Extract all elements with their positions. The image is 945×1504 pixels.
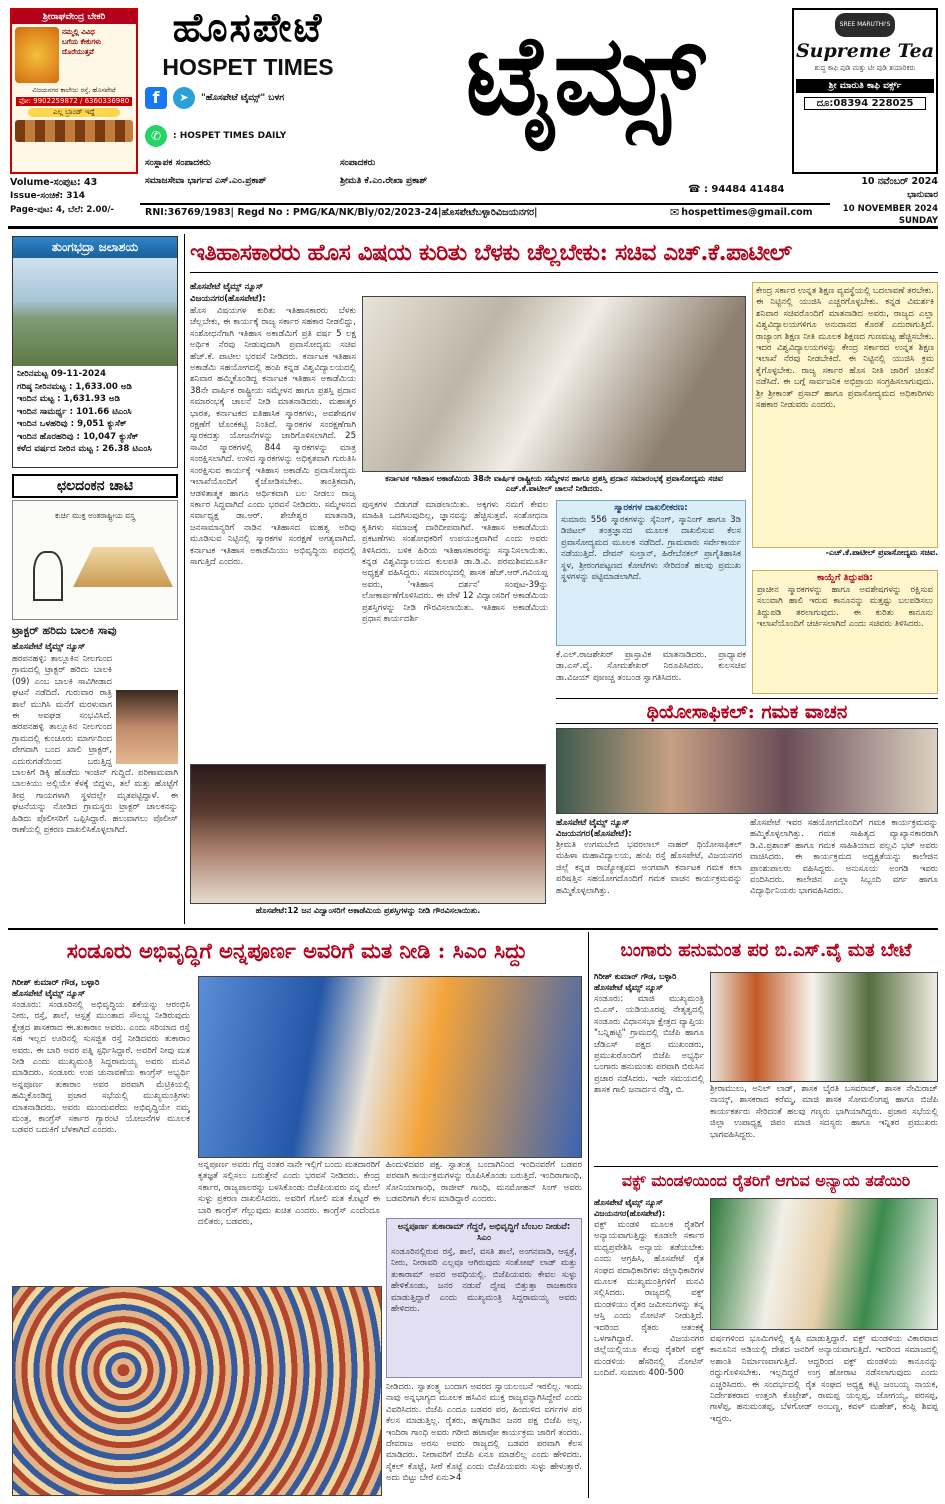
cartoon-title: ಛಲದಂಕನ ಚಾಟಿ	[12, 474, 178, 498]
minister-quote-box	[752, 282, 938, 548]
law-amend-text: ಪ್ರಾಚೀನ ಸ್ಮಾರಕಗಳನ್ನು ಹಾಗೂ ಅವಶೇಷಗಳನ್ನು ರಕ್ಷಿಸುವ ಸಲುವಾಗಿ ಹಾಲಿ ಇರುವ ಕಾನೂನನ್ನು ಮತ್ತಷ್ಟು ಬಲಪಡಿಸಲು ತಿದ್ದುಪಡಿ ತರಲಾಗುವುದು. ಈ ಕುರಿತು ಕಾನೂನು ಇಲಾಖೆಯೊಂದಿಗೆ ಚರ್ಚಿಸಲಾಗಿದೆ ಎಂದು ಸಚಿವರು ತಿಳಿಸಿದರು.	[757, 585, 933, 630]
minister-sign: -ಎಚ್.ಕೆ.ಪಾಟೀಲ್ ಪ್ರವಾಸೋದ್ಯಮ ಸಚಿವ.	[825, 548, 938, 557]
crowd-photo	[12, 1286, 382, 1496]
bakery-ad-phone: ಫೋ: 9902259872 / 6360336980	[16, 97, 132, 106]
theo-col1: ಶ್ರೀಮತಿ ಉಗಮಬೇಬಿ ಭವರಲಾಲ್ ನಾಹರ್ ಥಿಯೋಸಾಫಿಕಲ್ ಮಹಿಳಾ ಮಹಾವಿದ್ಯಾಲಯ, ಹಂಪಿ ರಸ್ತೆ ಹೊಸಪೇಟೆ, ವಿಜಯನಗರ ಜಿಲ್ಲೆ ಕನ್ನಡ ರಾಜ್ಯೋತ್ಸವದ ಅಂಗವಾಗಿ ಕರ್ನಾಟಕ ಗಮಕ ಕಲಾ ಪರಿಷತ್ತಿನ ಸಹಯೋಗದೊಂದಿಗೆ ಗಮಕ ವಾಚನ ಕಾರ್ಯಕ್ರಮವನ್ನು ಹಮ್ಮಿಕೊಳ್ಳಲಾಗಿತ್ತು.	[556, 840, 742, 896]
lead-photo2-caption: ಹೊಸಪೇಟೆ:12 ಜನ ವಿದ್ವಾಂಸರಿಗೆ ಅಕಾಡೆಮಿಯ ಪ್ರಶಸ್ತಿಗಳನ್ನು ನೀಡಿ ಗೌರವಿಸಲಾಯಿತು.	[255, 906, 481, 915]
dam-row: ಇಂದಿನ ಸಾಮರ್ಥ್ಯ : 101.66 ಟಿಎಂಸಿ	[17, 406, 132, 417]
lead-photo-lamp-lighting	[362, 296, 746, 472]
sandur-col1: ಸಂಡೂರು: ಸಂಡೂರಿನಲ್ಲಿ ಅಭಿವೃದ್ಧಿಯ ಶಕೆಯನ್ನು ಆರಂಭಿಸಿ ನೀರು, ರಸ್ತೆ, ಶಾಲೆ, ಆಸ್ಪತ್ರೆ ಮುಂತಾದ ಸೌಲಭ್ಯ ನೀಡಿರುವುದು ಕ್ಷೇತ್ರದ ಶಾಸಕರಾದ ಈ.ತುಕಾರಾಂ ಅವರು. ಎಂದು ಸರಿಯಾದ ರಸ್ತೆ ಸಹ ಇಲ್ಲದ ಊರಿನಲ್ಲಿ ಸುಸಜ್ಜಿತ ರಸ್ತೆ ನೀಡಿದವರು ತುಕಾರಾಂ ಅವರು. ಈ ಬಾರಿ ಅವರ ಪತ್ನಿ ಸ್ಪರ್ಧಿಸಿದ್ದಾರೆ. ಅವರಿಗೆ ನೀವು ಮತ ನೀಡಿ ಎಂದು ಮುಖ್ಯಮಂತ್ರಿ ಸಿದ್ದರಾಮಯ್ಯ ಅವರು ಮನವಿ ಮಾಡಿದರು. ಸಂಡೂರು ಉಪ ಚುನಾವಣೆಯ ಕಾಂಗ್ರೆಸ್ ಅಭ್ಯರ್ಥಿ ಅನ್ನಪೂರ್ಣ ತುಕಾರಾಂ ಅವರ ಪರವಾಗಿ ಮೆಟ್ರಿಕಿಯಲ್ಲಿ ಹಮ್ಮಿಕೊಂಡಿದ್ದ ಪ್ರಚಾರ ಸಭೆಯಲ್ಲಿ ಮುಖ್ಯಮಂತ್ರಿಗಳು ಮಾತನಾಡಿದರು. ಅವರು ಮುಂದುವರೆದು ಅಭಿವೃದ್ಧಿಯೇ ನಮ್ಮ ಮಂತ್ರ, ಕಾಂಗ್ರೆಸ್ ಸರ್ಕಾರ ಗ್ಯಾರಂಟಿ ಯೋಜನೆಗಳ ಮೂಲಕ ಬಡವರ ಬದುಕಿಗೆ ಬೆಳಕಾಗಿದೆ ಎಂದರು.	[12, 1000, 190, 1136]
theo-headline: ಥಿಯೋಸಾಫಿಕಲ್: ಗಮಕ ವಾಚನ	[556, 698, 938, 724]
sandur-box-title: ಅನ್ನಪೂರ್ಣ ತುಕಾರಾಮ್ ಗೆದ್ದರೆ, ಅಭಿವೃದ್ಧಿಗೆ ಬೆಂಬಲ ನೀಡುವೆ: ಸಿಎಂ	[397, 1222, 571, 1243]
theo-col2: ಹೊಸಪೇಟೆ ಇವರ ಸಹಯೋಗದೊಂದಿಗೆ ಗಮಕ ಕಾರ್ಯಕ್ರಮವನ್ನು ಹಮ್ಮಿಕೊಳ್ಳಲಾಗಿತ್ತು. ಗಮಕ ಸಾಹಿತ್ಯದ ವ್ಯಾಖ್ಯಾನಕಾರರಾಗಿ ಡಿ.ವಿ.ಪ್ರಶಾಂತ್ ಹಾಗೂ ಗಮಕ ಸಾಹಿತಿಯಾದ ಪಲ್ಲವಿ ಭಟ್ ಅವರು ವಾಚಿಸಿದರು. ಈ ಕಾರ್ಯಕ್ರಮದ ಅಧ್ಯಕ್ಷತೆಯನ್ನು ಕಾಲೇಜಿನ ಪ್ರಾಂಶುಪಾಲರು ವಹಿಸಿದ್ದರು. ಅನುಸೂಯ ಅಂಗಡಿ ಇವರು ವಂದಿಸಿದರು. ಕಾಲೇಜಿನ ಎಲ್ಲಾ ಸಿಬ್ಬಂದಿ ವರ್ಗ ಹಾಗೂ ವಿದ್ಯಾರ್ಥಿನಿಯರು ಭಾಗವಹಿಸಿದರು.	[750, 818, 938, 897]
cartoon-bubble: ಕುರ್ಚಿ ಮುಕ್ತ ಅಂತರಾಷ್ಟ್ರೀಯ ವಸ್ತ್ರ	[55, 511, 135, 520]
founder-label: ಸಂಸ್ಥಾಪಕ ಸಂಪಾದಕರು	[145, 158, 211, 168]
bangaru-headline: ಬಂಗಾರು ಹನುಮಂತ ಪರ ಬಿ.ಎಸ್.ವೈ ಮತ ಬೇಟೆ	[620, 940, 912, 961]
telegram-icon[interactable]: ➤	[173, 87, 195, 109]
bakery-ad-line: ಬಗೆಯ ಕೇಕುಗಳು	[62, 38, 102, 46]
law-amend-title: ಕಾಯ್ದೆಗೆ ತಿದ್ದುಪಡಿ:	[817, 573, 873, 583]
tea-brand: SREE MARUTHI'S	[835, 13, 895, 37]
bangaru-byline1: ಗಿರೀಶ್ ಕುಮಾರ್ ಗೌಡ, ಬಳ್ಳಾರಿ	[594, 972, 677, 981]
awards-photo	[190, 764, 546, 904]
sandur-headline: ಸಂಡೂರು ಅಭಿವೃದ್ಧಿಗೆ ಅನ್ನಪೂರ್ಣ ಅವರಿಗೆ ಮತ ನೀಡಿ : ಸಿಎಂ ಸಿದ್ದು	[66, 938, 528, 963]
lead-col1: ಹೊಸ ವಿಷಯಗಳ ಕುರಿತು ಇತಿಹಾಸಕಾರರು ಬೆಳಕು ಚೆಲ್ಲಬೇಕು, ಈ ಕಾರ್ಯಕ್ಕೆ ರಾಜ್ಯ ಸರ್ಕಾರ ಸಹಕಾರ ನೀಡಲಿದ್ದು, ಸಂಶೋಧನೆಗಾಗಿ ಇತಿಹಾಸ ಅಕಾಡೆಮಿಗೆ ಪ್ರತಿ ವರ್ಷ 5 ಲಕ್ಷ ಅರ್ಥಿಕ ನೆರವು ನೀಡುವುದಾಗಿ ಪ್ರವಾಸೋದ್ಯಮ ಸಚಿವ ಹೆಚ್.ಕೆ. ಪಾಟೀಲ ಭರವಸೆ ನೀಡಿದರು. ಕರ್ನಾಟಕ ಇತಿಹಾಸ ಅಕಾಡೆಮಿ ಸಹಯೋಗದಲ್ಲಿ ಹಂಪಿ ಕನ್ನಡ ವಿಶ್ವವಿದ್ಯಾಲಯದಲ್ಲಿ ಶನಿವಾರ ಹಮ್ಮಿಕೊಂಡಿದ್ದ ಕರ್ನಾಟಕ ಇತಿಹಾಸ ಅಕಾಡೆಮಿಯ 38ನೇ ವಾರ್ಷಿಕ ರಾಷ್ಟ್ರೀಯ ಸಮ್ಮೇಳನ ಹಾಗೂ ಪ್ರಶಸ್ತಿ ಪ್ರದಾನ ಸಮಾರಂಭಕ್ಕೆ ಚಾಲನೆ ನೀಡಿ ಮಾತನಾಡಿದರು. ಮಹಾತ್ಮರ ಭಾರತ, ಕರ್ನಾಟಕದ ಐತಿಹಾಸಿಕ ಸ್ಮಾರಕಗಳು, ಅವಶೇಷಗಳ ರಕ್ಷಣೆಗೆ ಟೊಂಕಕಟ್ಟಿ ನಿಂತಿದೆ. ಸ್ಮಾರಕಗಳ ಸಂರಕ್ಷಣೆಗಾಗಿ ಸ್ಮಾರಕದತ್ತು ಯೋಜನೆಗಳನ್ನು ಜಾರಿಗೊಳಿಸಲಾಗಿದೆ. 25 ಸಾವಿರ ಸ್ಮಾರಕಗಳಲ್ಲಿ 844 ಸ್ಮಾರಕಗಳನ್ನು ಮಾತ್ರ ಸಂರಕ್ಷಿಸಲಾಗಿದೆ. ಉಳಿದ ಸ್ಮಾರಕಗಳನ್ನು ಅಧಿಕೃತವಾಗಿ ಗುರುತಿಸಿ ಸಂರಕ್ಷಿಸುವ ಕಾರ್ಯಕ್ಕೆ ಇತಿಹಾಸ ಅಕಾಡೆಮಿ ಪ್ರವಾಸೋದ್ಯಮ ಇಲಾಖೆಯೊಂದಿಗೆ ಕೈಜೋಡಿಸಬೇಕು. ತಾಂತ್ರಿಕವಾಗಿ, ಆಡಳಿತಾತ್ಮಕ ಹಾಗೂ ಆರ್ಥಿಕವಾಗಿ ಬಲ ನೀಡಲು ರಾಜ್ಯ ಸರ್ಕಾರ ಸಿದ್ಧವಾಗಿದೆ ಎಂದು ಭರವಸೆ ನೀಡಿದರು. ಸಮ್ಮೇಳನದ ಸರ್ವಾಧ್ಯಕ್ಷ ಡಾ.ಆರ್. ಶೇಜೇಶ್ವರ ಮಾತನಾಡಿ, ಜನಸಾಮಾನ್ಯರಿಗೆ ನಾಡಿನ ಇತಿಹಾಸದ ಮಹತ್ವ ಅರಿವು ಮೂಡಿಸುವ ನಿಟ್ಟಿನಲ್ಲಿ ಸ್ಮಾರಕಗಳ ಸಂರಕ್ಷಣೆ ಅಗತ್ಯವಾಗಿದೆ. ಕರ್ನಾಟಕ ಇತಿಹಾಸ ಅಕಾಡೆಮಿಯು ಅಭಿವೃದ್ಧಿಯ ಪಥದಲ್ಲಿ ಸಾಗುತ್ತಿದೆ ಎಂದರು.	[190, 306, 356, 567]
deity-image	[15, 27, 59, 83]
minister-quote: ಕೇಂದ್ರ ಸರ್ಕಾರ ಉನ್ನತ ಶಿಕ್ಷಣ ವ್ಯವಸ್ಥೆಯಲ್ಲಿ ಬದಲಾವಣೆ ತರಬೇಕು. ಈ ನಿಟ್ಟಿನಲ್ಲಿ ಯುಜಿಸಿ ಎಚ್ಚರಗೊಳ್ಳಬೇಕು. ಕನ್ನಡ ವಿಮರ್ಶಕಿ ಶನಿವಾರ ಸಚಿವರೊಂದಿಗೆ ಮಾತನಾಡಿದ ಅವರು, ರಾಜ್ಯದ ಎಲ್ಲಾ ವಿಶ್ವವಿದ್ಯಾಲಯಗಳಿಗೂ ಅನುದಾನದ ಕೊರತೆ ಎದುರಾಗುತ್ತಿದೆ. ರಾಜ್ಯಾಂಗ ಶಿಕ್ಷಣ ನೀತಿ ಮೂಲಕ ಶಿಕ್ಷಣದ ಗುಣಮಟ್ಟ ಹೆಚ್ಚಿಸಬೇಕು. ಇದರ ವಿಶ್ವವಿದ್ಯಾಲಯಗಳನ್ನು ಕೇಂದ್ರ ಸರ್ಕಾರದ ಉನ್ನತ ಶಿಕ್ಷಣ ಇಲಾಖೆ ನೆರವು ನೀಡಬೇಕಿದೆ. ಈ ನಿಟ್ಟಿನಲ್ಲಿ ಯುಜಿಸಿ ಕ್ರಮ ಕೈಗೊಳ್ಳಬೇಕು. ರಾಜ್ಯ ಸರ್ಕಾರ ಹೊಸ ನೀತಿ ಜಾರಿಗೆ ಚಿಂತನೆ ನಡೆಸಿದೆ. ಈ ಬಗ್ಗೆ ಸಾರ್ವಜನಿಕ ಅಭಿಪ್ರಾಯ ಸಂಗ್ರಹಿಸಲಾಗುವುದು. ಶ್ರೀ ಶ್ರೀಕಾಂತ್ ಪ್ರಸಾದ್ ಹಾಗೂ ಪ್ರವಾಸೋದ್ಯಮದ ಅಧಿಕಾರಿಗಳು ಸಹಕಾರ ನೀಡುವರು ಎಂದರು.	[756, 286, 934, 411]
social-row	[145, 86, 385, 110]
day-english: SUNDAY	[898, 216, 938, 226]
waqf-byline: ಹೊಸಪೇಟೆ ಟೈಮ್ಸ್ ನ್ಯೂಸ್	[594, 1198, 663, 1207]
bakery-ad	[10, 8, 138, 174]
date-kannada: 10 ನವೆಂಬರ್ 2024	[861, 176, 938, 187]
waqf-col1: ವಕ್ಫ್ ಮಂಡಳಿ ಮೂಲಕ ರೈತರಿಗೆ ಅನ್ಯಾಯವಾಗುತ್ತಿದ್ದು ಕೂಡಲೇ ಸರ್ಕಾರ ಮಧ್ಯಪ್ರವೇಶಿಸಿ ಅನ್ಯಾಯ ತಡೆಯಬೇಕು ಎಂದು ಆಗ್ರಹಿಸಿ, ಹೊಸಪೇಟೆ ರೈತ ಸಂಘದ ಪದಾಧಿಕಾರಿಗಳು ಜಿಲ್ಲಾಧಿಕಾರಿಗಳ ಮೂಲಕ ಮುಖ್ಯಮಂತ್ರಿಗಳಿಗೆ ಮನವಿ ಸಲ್ಲಿಸಿದರು. ರಾಜ್ಯದಲ್ಲಿ ವಕ್ಫ್ ಮಂಡಳಿಯು ರೈತರ ಜಮೀನುಗಳನ್ನು ತನ್ನ ಆಸ್ತಿ ಎಂದು ನೋಟಿಸ್ ನೀಡುತ್ತಿದೆ. ಇದರಿಂದ ರೈತರು ಆತಂಕಕ್ಕೆ ಒಳಗಾಗಿದ್ದಾರೆ. ವಿಜಯನಗರ ಜಿಲ್ಲೆಯಲ್ಲಿಯೂ ಕೆಲವು ರೈತರಿಗೆ ವಕ್ಫ್ ಮಂಡಳಿಯ ಹೆಸರಿನಲ್ಲಿ ನೋಟಿಸ್ ಬಂದಿವೆ. ಸುಮಾರು 400-500	[594, 1220, 704, 1379]
bangaru-body2: ಶ್ರೀರಾಮುಲು, ಅನಿಲ್ ಲಾಡ್, ಶಾಸಕ ಬೈರತಿ ಬಸವರಾಜ್, ಶಾಸಕ ನೇಮಿರಾಜ್ ನಾಯ್ಕ್, ಶಾಸಕರಾದ ಕರೆಮ್ಮ, ಮಾಜಿ ಶಾಸಕ ಸೋಮಲಿಂಗಪ್ಪ ಹಾಗೂ ಬಿಜೆಪಿ ಕಾರ್ಯಕರ್ತರು ಸೇರಿದಂತೆ ಹಲವು ಗಣ್ಯರು ಭಾಗಿಯಾಗಿದ್ದರು. ಪ್ರಚಾರ ಸಭೆಯಲ್ಲಿ ಜಿಲ್ಲಾ ಉಪಾಧ್ಯಕ್ಷ ಜಿಪಂ ಮಾಜಿ ಸದಸ್ಯರು ಹಾಗೂ ಇನ್ನಿತರ ಪ್ರಮುಖರು ಭಾಗವಹಿಸಿದ್ದರು.	[710, 1084, 938, 1140]
day-kannada: ಭಾನುವಾರ	[907, 190, 938, 200]
bsy-photo	[710, 972, 938, 1082]
bakery-ad-tag: ಎಲ್ಲ ಬ್ರಾಂಡ್ ಇದ್ದೆ	[28, 108, 120, 117]
tractor-body	[12, 654, 178, 924]
dam-box	[12, 236, 178, 468]
waqf-col2: ವರ್ಷಗಳಿಂದ ಭೂಮಿಗಳಲ್ಲಿ ಕೃಷಿ ಮಾಡುತ್ತಿದ್ದಾರೆ. ವಕ್ಫ್ ಮಂಡಳಿಯ ವಿಕಾರವಾದ ಕಾನೂನಿನ ಅಡಿಯಲ್ಲಿ ದೇಶದ ಜನರಿಗೆ ಅನ್ಯಾಯವಾಗುತ್ತಿದೆ. ಇದರಿಂದ ಸಮಾಜದಲ್ಲಿ ಅಶಾಂತಿ ನಿರ್ಮಾಣವಾಗುತ್ತಿದೆ. ಆದ್ದರಿಂದ ವಕ್ಫ್ ಮಂಡಳಿಯ ಕಾನೂನನ್ನು ರದ್ದುಗೊಳಿಸಬೇಕು. ಇಲ್ಲದಿದ್ದರೆ ಉಗ್ರ ಹೋರಾಟ ನಡೆಸಲಾಗುವುದು ಎಂದು ಎಚ್ಚರಿಸಿದರು. ಈ ಸಂದರ್ಭದಲ್ಲಿ ರೈತ ಸಂಘದ ಅಧ್ಯಕ್ಷ ಕಟ್ಟಿ ಜಂಬಯ್ಯ ನಾಯಕ, ನಿರ್ದೇಶಕರಾದ ಉತ್ತಂಗಿ ಕೊಟ್ರೇಶ್, ರಾಮಪ್ಪ ಯಲ್ಲಪ್ಪ, ಜೋಗಯ್ಯ, ಪರಸಪ್ಪ, ಗಾಳೆಪ್ಪ, ಹನುಮಂತಪ್ಪ, ಬೆಳಗೋಡ್ ಅಂಬಣ್ಣ, ಕವಳ್ ಮಹೇಶ್, ಕಂಪ್ಲಿ ಶಿವಪ್ಪ ಇದ್ದರು.	[710, 1334, 938, 1424]
sandur-box	[386, 1218, 582, 1378]
monument-box-title: ಸ್ಮಾರಕಗಳ ದಾಖಲೀಕರಣ:	[614, 503, 688, 513]
whatsapp-handle: : HOSPET TIMES DAILY	[173, 131, 287, 141]
registration-line: RNI:36769/1983| Regd No : PMG/KA/NK/Bly/02/2023-24|ಹೊಸಪೇಟೆಬಳ್ಳಾರಿವಿಜಯನಗರ|	[145, 207, 538, 218]
waqf-photo	[710, 1198, 938, 1330]
tea-phone: ದೂ:08394 228025	[804, 97, 926, 110]
sandur-col4: ನೀಡಿದರು. ಸ್ವಾತಂತ್ರ್ಯ ಬಂದಾಗ ಅವರದ ಸ್ವಾಯಲಂಬನೆ ಇರಲಿಲ್ಲ. ಇಂದು ನಾವು ಅನ್ನಭಾಗ್ಯದ ಮೂಲಕ ಹಸಿವಿನ ಮುಕ್ತ ರಾಜ್ಯವನ್ನಾಗಿಸಿದ್ದೇವೆ ಎಂದು ವಿವರಿಸಿದರು. ಬಿಜೆಪಿ ಎಂದೂ ಬಡವರ ಪರ, ಹಿಂದುಳಿದ ವರ್ಗಗಳ ಪರ ಕೆಲಸ ಮಾಡುತ್ತಿಲ್ಲ. ರೈತರು, ಹಳ್ಳಿಗಾಡಿನ ಜನರ ಪಕ್ಷ ಬಿಜೆಪಿ ಅಲ್ಲ. ಇಂದಿರಾ ಗಾಂಧಿ ಅವರು ಗರೀಬಿ ಹಟಾವೋ ಕಾರ್ಯಕ್ರಮ ಜಾರಿಗೆ ತಂದರು. ದೇವರಾಜ ಅರಸು ಅವರು ರಾಜ್ಯದಲ್ಲಿ ಬಡವರ ಪರವಾಗಿ ಕೆಲಸ ಮಾಡಿದರು. ನೀರಾವರಿಗೆ ಬಿಜೆಪಿ ಏನೂ ಮಾಡಲಿಲ್ಲ ಎಂದು ಹೇಳಿದರು. ಸೈಕಲ್ ಕೊಟ್ಟೆ, ಸೀರೆ ಕೊಟ್ಟೆ ಎಂದು ಬಿಜೆಪಿಯವರು ಸುಳ್ಳು ಹೇಳುತ್ತಾರೆ. ಅದು ಬಿಟ್ಟು ಬೇರೆ ಏನು>4	[386, 1382, 582, 1484]
waqf-dateline: ವಿಜಯನಗರ(ಹೊಸಪೇಟೆ):	[594, 1209, 666, 1218]
issue: Issue-ಸಂಚಿಕೆ: 314	[10, 191, 86, 201]
dam-row: ಇಂದಿನ ಒಳಹರಿವು : 9,051 ಕ್ಯುಸೆಕ್	[17, 419, 127, 429]
lead-dateline: ವಿಜಯನಗರ(ಹೊಸಪೇಟೆ):	[190, 294, 266, 304]
date-english: 10 NOVEMBER 2024	[842, 204, 938, 214]
dam-row: ಇಂದಿನ ಹೊರಹರಿವು : 10,047 ಕ್ಯುಸೆಕ್	[17, 431, 139, 442]
whatsapp-icon[interactable]: ✆	[145, 125, 167, 147]
sandur-col2: ಅನ್ನಪೂರ್ಣ ಅವರು ಗೆದ್ದ ನಂತರ ನಾನೇ ಇಲ್ಲಿಗೆ ಬಂದು ಮತದಾರರಿಗೆ ಕೃತಜ್ಞತೆ ಸಲ್ಲಿಸಲು ಬರುತ್ತೇನೆ ಎಂದು ಭರವಸೆ ನೀಡಿದರು. ಕೇಂದ್ರ ಸರ್ಕಾರ, ರಾಜ್ಯಪಾಲರನ್ನು ಬಳಸಿಕೊಂಡು ಬಿಜೆಪಿಯವರು ನನ್ನ ಮೇಲೆ ಸುಳ್ಳು ಪ್ರಕರಣ ದಾಖಲಿಸಿದರು. ಅವರಿಗೆ ಗೋಲಿ ಮತ ಕೊಟ್ಟರೆ ಈ ಬಾರಿ ಕಾಂಗ್ರೆಸ್ ಗೆಲ್ಲುವುದು ಖಚಿತ ಎಂದರು. ಕಾಂಗ್ರೆಸ್ ಎಂದೆಂದೂ ದಲಿತರು, ಬಡವರು,	[198, 1160, 380, 1228]
dam-photo	[13, 258, 177, 366]
dam-title: ತುಂಗಭದ್ರಾ ಜಲಾಶಯ	[13, 237, 177, 258]
girl-photo	[116, 690, 178, 764]
sandur-col3: ಹಿಂದುಳಿದವರ ಪಕ್ಷ. ಸ್ವಾತಂತ್ರ್ಯ ಬಂದಾಗಿನಿಂದ ಇಂದಿನವರೆಗೆ ಬಡವರ ಪರವಾಗಿ ಕಾರ್ಯಕ್ರಮಗಳನ್ನು ರೂಪಿಸಿಕೊಂಡು ಬರುತ್ತಿದೆ. ಇಂದಿರಾಗಾಂಧಿ, ಸೋನಿಯಾಗಾಂಧಿ, ರಾಜೀವ್ ಗಾಂಧಿ, ಮನಮೋಹನ್ ಸಿಂಗ್ ಅವರು ಬಡವರಿಗಾಗಿ ಕೆಲಸ ಮಾಡಿದ್ದಾರೆ ಎಂದರು.	[386, 1160, 582, 1205]
sandur-byline2: ಹೊಸಪೇಟೆ ಟೈಮ್ಸ್ ನ್ಯೂಸ್	[12, 989, 86, 999]
email-row	[670, 206, 830, 219]
tea-name: Supreme Tea	[795, 40, 935, 62]
monument-box	[556, 500, 746, 646]
cm-rally-photo	[198, 976, 582, 1158]
cartoon	[12, 500, 178, 620]
bakery-ad-line: ನಮ್ಮಲ್ಲಿ ವಿವಿಧ	[62, 28, 95, 36]
facebook-icon[interactable]: f	[145, 87, 167, 109]
editor-name: ಶ್ರೀಮತಿ ಕೆ.ಎಂ.ರೇಖಾ ಪ್ರಕಾಶ್	[340, 176, 428, 186]
sandur-byline1: ಗಿರೀಶ್ ಕುಮಾರ್ ಗೌಡ, ಬಳ್ಳಾರಿ	[12, 978, 100, 988]
sandur-box-text: ಸಂಡೂರಿನಲ್ಲಿರುವ ರಸ್ತೆ, ಶಾಲೆ, ವಸತಿ ಶಾಲೆ, ಅಂಗನವಾಡಿ, ಆಸ್ಪತ್ರೆ, ನೀರು, ನೀರಾವರಿ ಎಲ್ಲವೂ ಆಗಿರುವುದು ಸಂತೋಷ್ ಲಾಡ್ ಮತ್ತು ತುಕಾರಾಮ್ ಅವರ ಅವಧಿಯಲ್ಲಿ. ಬಿಜೆಪಿಯವರು ಕೇವಲ ಸುಳ್ಳು ಹೇಳಿಕೊಂಡು, ಜನರ ನಡುವೆ ದ್ವೇಷ ಬಿತ್ತುತ್ತಾ ರಾಜಕಾರಣ ಮಾಡುತ್ತಿದ್ದಾರೆ ಎಂದು ಮುಖ್ಯಮಂತ್ರಿ ಸಿದ್ದರಾಮಯ್ಯ ಅವರು ಹೇಳಿದರು.	[391, 1247, 577, 1315]
dam-row: ಇಂದಿನ ಮಟ್ಟ : 1,631.93 ಅಡಿ	[17, 394, 121, 404]
dam-row: ನೀರಿನಮಟ್ಟ 09-11-2024	[17, 369, 106, 379]
lead-photo1-caption: ಕರ್ನಾಟಕ ಇತಿಹಾಸ ಅಕಾಡೆಮಿಯ 38ನೇ ವಾರ್ಷಿಕ ರಾಷ್ಟ್ರೀಯ ಸಮ್ಮೇಳನ ಹಾಗೂ ಪ್ರಶಸ್ತಿ ಪ್ರದಾನ ಸಮಾರಂಭಕ್ಕೆ ಪ್ರವಾಸೋದ್ಯಮ ಸಚಿವ ಎಚ್.ಕೆ.ಪಾಟೀಲ್ ಚಾಲನೆ ನೀಡಿದರು.	[385, 474, 723, 493]
bakery-ad-title: ಶ್ರೀರಾಘವೇಂದ್ರ ಬೇಕರಿ	[12, 10, 136, 24]
mail-icon: ✉	[670, 206, 680, 219]
editor-label: ಸಂಪಾದಕರು	[340, 158, 376, 168]
theo-dateline: ವಿಜಯನಗರ(ಹೊಸಪೇಟೆ):	[556, 829, 632, 839]
email[interactable]: hospettimes@gmail.com	[681, 207, 813, 218]
dam-row: ಕಳೆದ ವರ್ಷದ ನೀರಿನ ಮಟ್ಟ : 26.38 ಟಿಎಂಸಿ	[17, 444, 152, 454]
waqf-headline: ವಕ್ಫ್ ಮಂಡಳಿಯಿಂದ ರೈತರಿಗೆ ಆಗುವ ಅನ್ಯಾಯ ತಡೆಯಿರಿ	[594, 1166, 938, 1194]
dam-row: ಗರಿಷ್ಠ ನೀರಿನಮಟ್ಟ : 1,633.00 ಅಡಿ	[17, 381, 132, 392]
lead-col3b: ಕೆ.ಎಲ್.ರಾಜಶೇಖರ್ ಪ್ರಾಸ್ತಾವಿಕ ಮಾತನಾಡಿದರು. ಪ್ರಾಧ್ಯಾಪಕ ಡಾ.ಎಸ್.ವೈ. ಸೋಮಶೇಖರ್ ನಿರೂಪಿಸಿದರು. ಕುಲಸಚಿವ ಡಾ.ವಿಜಯ್ ಪೂಣಚ್ಚ ತಂಬಂಡ ಸ್ವಾಗತಿಸಿದರು.	[556, 650, 746, 683]
tractor-byline: ಹೊಸಪೇಟೆ ಟೈಮ್ಸ್ ನ್ಯೂಸ್	[12, 642, 86, 652]
monument-box-text: ಸುಮಾರು 556 ಸ್ಮಾರಕಗಳನ್ನು ಸ್ಕೆನಿಂಗ್, ಸ್ಕಾನಿಂಗ್ ಹಾಗೂ 3ಡಿ ಡಿಜಿಟಲ್ ತಂತ್ರಜ್ಞಾನದ ಮೂಲಕ ದಾಖಲಿಸುವ ಕೆಲಸ ಪ್ರವಾಸೋದ್ಯಮದ ಮೂಲಕ ನಡೆದಿದೆ. ಗ್ರಾಮವಾರು ಸರ್ವೇಕಾರ್ಯ ನಡೆಯುತ್ತಿದೆ. ದೇವನ್ ಸುಲ್ತಾನ್, ಹಿರೇಬೆನಕಲ್ ಪ್ರಾಗೈತಿಹಾಸಿಕ ಸ್ಥಳ, ಶ್ರೀರಂಗಪಟ್ಟಣದ ಕೋಟೆಗಳು ಸೇರಿದಂತೆ ಹಲವು ಪ್ರಮುಖ ಸ್ಥಳಗಳನ್ನು ಪಟ್ಟಿಮಾಡಲಾಗಿದೆ.	[561, 515, 741, 583]
bakery-ad-line: ದೊರೆಯುತ್ತವೆ	[62, 48, 94, 56]
lead-byline: ಹೊಸಪೇಟೆ ಟೈಮ್ಸ್ ನ್ಯೂಸ್	[190, 282, 264, 292]
tractor-text: ಹರಪನಹಳ್ಳಿ: ತಾಲ್ಲೂಕಿನ ನೀಲಗುಂದ ಗ್ರಾಮದಲ್ಲಿ ಟ್ರಾಕ್ಟರ್ ಹರಿದು ಬಾಲಕಿ (09) ಎಂಬ ಬಾಲಕಿ ಸಾವಿಗೀಡಾದ ಘಟನೆ ನಡೆದಿದೆ. ಗುರುವಾರ ರಾತ್ರಿ ಶಾಲೆ ಮುಗಿಸಿ ಮನೆಗೆ ಮರಳುವಾಗ ಈ ಅವಘಡ ಸಂಭವಿಸಿದೆ. ಹರಪನಹಳ್ಳಿ ತಾಲ್ಲೂಕಿನ ನೀಲಗುಂದ ಗ್ರಾಮದಲ್ಲಿ ಕುಂಚೂರು ಮಾರ್ಗದಿಂದ ವೇಗವಾಗಿ ಬಂದ ಖಾಲಿ ಟ್ರಾಕ್ಟರ್, ಎದುರುಗಡೆಯಿಂದ ಬರುತ್ತಿದ್ದ ಬಾಲಕಿಗೆ ಡಿಕ್ಕಿ ಹೊಡೆದು ಇಂಜಿನ್ ಗುದ್ದಿದೆ. ಪರಿಣಾಮವಾಗಿ ಬಾಲಕಿಯು ಅಲ್ಲಿಯೇ ಕೆಳಕ್ಕೆ ಬಿದ್ದಳು, ತಲೆ ಮತ್ತು ಹೊಟ್ಟೆಗೆ ತೀವ್ರ ಗಾಯಗಳಾಗಿ ಸ್ಥಳದಲ್ಲೇ ಮೃತಪಟ್ಟಿದ್ದಾಳೆ. ಈ ಘಟನೆಯನ್ನು ನೋಡಿದ ಗ್ರಾಮಸ್ಥರು ಟ್ರಾಕ್ಟರ್ ಚಾಲಕನನ್ನು ಹಿಡಿದು ಪೊಲೀಸರಿಗೆ ಒಪ್ಪಿಸಿದ್ದಾರೆ. ಹಲುವಾಗಲು ಪೊಲೀಸ್ ಠಾಣೆಯಲ್ಲಿ ಪ್ರಕರಣ ದಾಖಲಿಸಿಕೊಳ್ಳಲಾಗಿದೆ.	[12, 654, 178, 836]
tractor-headline: ಟ್ರಾಕ್ಟರ್ ಹರಿದು ಬಾಲಕಿ ಸಾವು	[12, 624, 117, 637]
bangaru-byline2: ಹೊಸಪೇಟೆ ಟೈಮ್ಸ್ ನ್ಯೂಸ್	[594, 983, 663, 992]
bangaru-body: ಸಂಡೂರು: ಮಾಜಿ ಮುಖ್ಯಮಂತ್ರಿ ಬಿ.ಎಸ್. ಯಡಿಯೂರಪ್ಪ ನೇತೃತ್ವದಲ್ಲಿ ಸಂಡೂರು ವಿಧಾನಸಭಾ ಕ್ಷೇತ್ರದ ವ್ಯಾಪ್ತಿಯ "ಬನ್ನಿಹಟ್ಟಿ" ಗ್ರಾಮದಲ್ಲಿ ಬಿಜೆಪಿ ಹಾಗೂ ಜೆಡಿಎಸ್ ಪಕ್ಷದ ಮುಖಂಡರು, ಪ್ರಮುಖರೊಂದಿಗೆ ಬಿಜೆಪಿ ಅಭ್ಯರ್ಥಿ ಬಂಗಾರು ಹನುಮಂತು ಪರವಾಗಿ ಬಿರುಸಿನ ಪ್ರಚಾರ ನಡೆಸಿದರು. ಇದೇ ಸಮಯದಲ್ಲಿ ಶಾಸಕ ಗಾಲಿ ಜನಾರ್ದನ ರೆಡ್ಡಿ, ಬಿ.	[594, 994, 704, 1096]
phone: ☎ : 94484 41484	[688, 184, 785, 195]
page-price: Page-ಪುಟ: 4, ಬೆಲೆ: 2.00/-	[10, 205, 115, 215]
law-amend-box	[752, 570, 938, 694]
kannada-name-small: ಹೊಸಪೇಟೆ	[172, 4, 324, 51]
theo-photo	[556, 728, 938, 814]
tea-desc: ಶುದ್ಧ ಕಾಫಿ ಪುಡಿ ಮತ್ತು ಟೀ ಪುಡಿ ತಯಾರಿಕರು	[814, 64, 916, 72]
lead-headline: ಇತಿಹಾಸಕಾರರು ಹೊಸ ವಿಷಯ ಕುರಿತು ಬೆಳಕು ಚೆಲ್ಲಬೇಕು: ಸಚಿವ ಎಚ್.ಕೆ.ಪಾಟೀಲ್	[190, 239, 792, 266]
social-handle: "ಹೊಸಪೇಟೆ ಟೈಮ್ಸ್" ಬಳಗ	[201, 93, 285, 103]
cakes-image	[15, 120, 133, 142]
bakery-ad-address: ವಿಜಯನಗರ ಕಾಲೇಜು ರಸ್ತೆ, ಹೊಸಪೇಟೆ	[32, 86, 116, 94]
lead-col2: ಪುಸ್ತಕಗಳ ಬಿಡುಗಡೆ ಮಾಡಲಾಯಿತು. ಅಕ್ಕಗಳು ನಮಗೆ ಕೇವಲ ಮಾಹಿತಿ ಒದಗಿಸುವುದಿಲ್ಲ, ಜ್ಞಾನವನ್ನು ಹೆಚ್ಚಿಸುತ್ತವೆ. ಸಂಶೋಧನಾ ಕೃತಿಗಳು ಸಮಾಜಕ್ಕೆ ದಾರಿದೀಪವಾಗಿವೆ. ಇತಿಹಾಸ ಅಕಾಡೆಮಿಯ ಪ್ರಕಟಣೆಗಳು ಸಂಶೋಧಕರಿಗೆ ಉಪಯುಕ್ತವಾಗಿವೆ ಎಂದು ಅವರು ತಿಳಿಸಿದರು. ಬಳಿಕ ಹಿರಿಯ ಇತಿಹಾಸಕಾರರನ್ನು ಸನ್ಮಾನಿಸಲಾಯಿತು. ಕನ್ನಡ ವಿಶ್ವವಿದ್ಯಾಲಯದ ಕುಲಪತಿ ಡಾ.ಡಿ.ವಿ. ಪರಮಶಿವಮೂರ್ತಿ ಅಧ್ಯಕ್ಷತೆ ವಹಿಸಿದ್ದರು. ಸಮಾರಂಭದಲ್ಲಿ ಶಾಸಕ ಹೆಚ್.ಆರ್.ಗವಿಯಪ್ಪ ಅವರು, 'ಇತಿಹಾಸ ದರ್ಶನ' ಸಂಪುಟ-39ನ್ನು ಲೋಕಾರ್ಪಣೆಗೊಳಿಸಿದರು. ಈ ವೇಳೆ 12 ವಿದ್ವಾಂಸರಿಗೆ ಅಕಾಡೆಮಿಯ ಪ್ರಶಸ್ತಿಗಳನ್ನು ನೀಡಿ ಗೌರವಿಸಲಾಯಿತು. ಇತಿಹಾಸ ಅಕಾಡೆಮಿಯ ಪ್ರಧಾನ ಕಾರ್ಯದರ್ಶಿ	[362, 500, 548, 625]
kannada-name-big: ಟೈಮ್ಸ್	[465, 10, 705, 139]
tea-ad	[792, 8, 938, 174]
tea-works: ಶ್ರೀ ಮಾರುತಿ ಕಾಫಿ ವರ್ಕ್ಸ್	[796, 79, 934, 93]
whatsapp-row	[145, 123, 385, 149]
volume: Volume-ಸಂಪುಟ: 43	[10, 177, 98, 188]
theo-byline: ಹೊಸಪೇಟೆ ಟೈಮ್ಸ್ ನ್ಯೂಸ್	[556, 818, 630, 828]
founder-name: ಸಮಾಜಸೇವಾ ಭಾರ್ಗವ ಎಸ್.ಎಂ.ಪ್ರಕಾಶ್	[145, 176, 267, 186]
english-name: HOSPET TIMES	[162, 54, 334, 80]
